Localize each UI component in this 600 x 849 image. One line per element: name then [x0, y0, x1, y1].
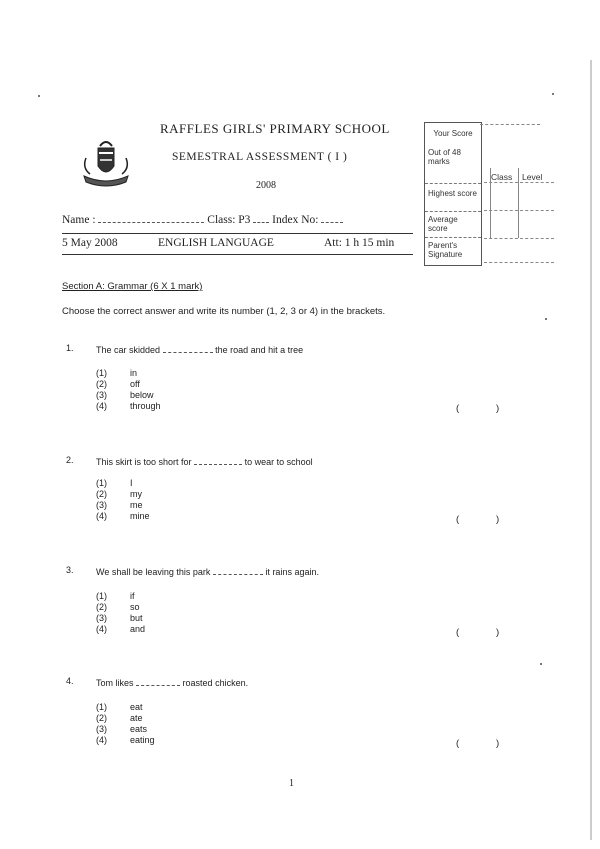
out-of-label: Out of 48 marks [428, 148, 461, 166]
answer-blank [136, 676, 180, 686]
index-field[interactable] [321, 213, 343, 223]
question-text: Tom likes roasted chicken. [96, 678, 249, 688]
scan-speck [545, 318, 547, 320]
question-number: 3. [66, 565, 74, 575]
exam-date: 5 May 2008 [62, 237, 118, 249]
question-number: 1. [66, 343, 74, 353]
option-text: my [130, 489, 142, 499]
question-text: The car skidded the road and hit a tree [96, 345, 304, 355]
exam-duration: Att: 1 h 15 min [324, 237, 395, 249]
header-divider-bottom [62, 254, 413, 255]
option-text: below [130, 390, 154, 400]
name-label: Name : [62, 214, 96, 226]
page-number: 1 [289, 778, 294, 789]
header-divider [62, 233, 413, 234]
scan-speck [38, 95, 40, 97]
option-text: eating [130, 735, 155, 745]
class-label: Class: P3 [207, 214, 251, 226]
answer-blank [194, 455, 242, 465]
question-text: We shall be leaving this park it rains again. [96, 567, 319, 577]
assessment-year: 2008 [256, 180, 276, 191]
highest-score-label: Highest score [428, 189, 477, 198]
option-text: if [130, 591, 135, 601]
scan-edge [590, 60, 592, 840]
answer-blank [163, 343, 213, 353]
school-name: RAFFLES GIRLS' PRIMARY SCHOOL [160, 121, 390, 136]
option-text: in [130, 368, 138, 378]
option-text: ate [130, 713, 143, 723]
your-score-label: Your Score [433, 129, 473, 138]
class-column-header: Class [491, 172, 513, 182]
score-box [424, 122, 482, 266]
level-column-header: Level [522, 172, 543, 182]
option-text: me [130, 500, 143, 510]
option-text: eat [130, 702, 143, 712]
option-text: I [130, 478, 133, 488]
scan-speck [552, 93, 554, 95]
option-text: and [130, 624, 146, 634]
class-field[interactable] [253, 213, 269, 223]
exam-subject: ENGLISH LANGUAGE [158, 237, 274, 249]
option-text: so [130, 602, 140, 612]
question-number: 4. [66, 676, 74, 686]
name-field[interactable] [98, 213, 204, 223]
option-text: mine [130, 511, 150, 521]
question-text: This skirt is too short for to wear to school [96, 457, 313, 467]
option-text: but [130, 613, 143, 623]
index-label: Index No: [272, 214, 319, 226]
school-crest-logo [78, 138, 134, 188]
option-text: eats [130, 724, 148, 734]
parent-signature-label: Parent's Signature [428, 241, 463, 259]
assessment-title: SEMESTRAL ASSESSMENT ( I ) [172, 151, 348, 163]
section-instruction: Choose the correct answer and write its number (1, 2, 3 or 4) in the brackets. [62, 306, 386, 317]
option-text: through [130, 401, 161, 411]
option-text: off [130, 379, 140, 389]
average-score-label: Average score [428, 215, 458, 233]
answer-bracket[interactable]: ( ) [456, 403, 500, 414]
question-number: 2. [66, 455, 74, 465]
answer-bracket[interactable]: ( ) [456, 738, 500, 749]
section-title: Section A: Grammar (6 X 1 mark) [62, 281, 203, 292]
answer-bracket[interactable]: ( ) [456, 514, 500, 525]
answer-blank [213, 565, 263, 575]
name-class-index-row [62, 213, 343, 226]
answer-bracket[interactable]: ( ) [456, 627, 500, 638]
scan-speck [540, 663, 542, 665]
